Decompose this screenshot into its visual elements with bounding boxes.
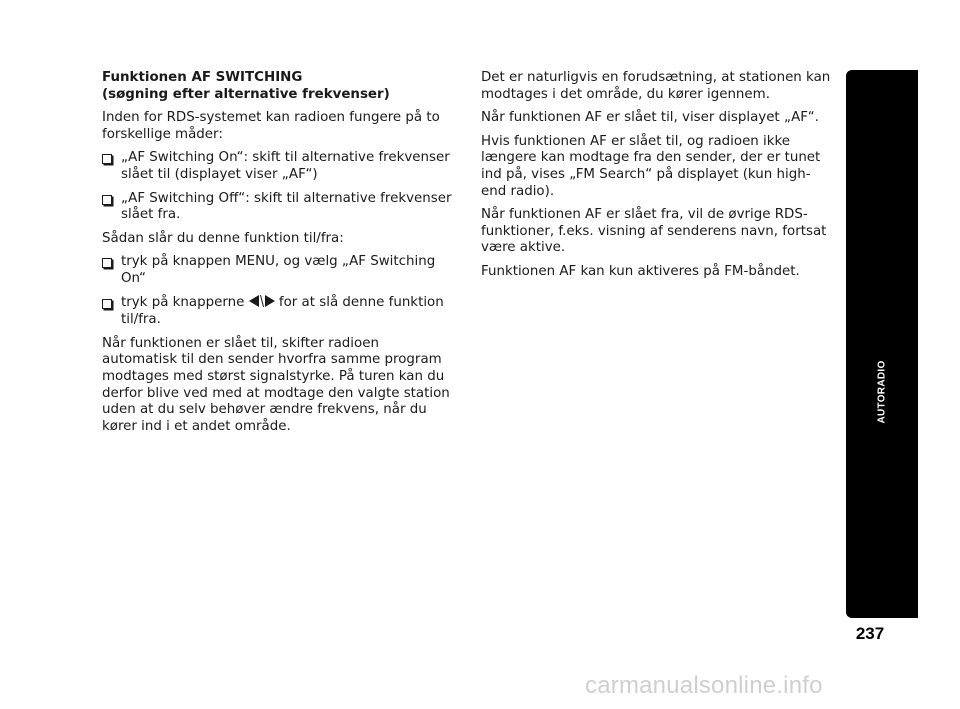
checkbox-bullet-icon <box>102 195 112 205</box>
bullet-af-on <box>102 150 454 183</box>
paragraph-4: Når funktionen AF er slået fra, vil de øvrige RDS-funktioner, f.eks. visning af senderens navn, fortsat være aktive. <box>481 207 827 256</box>
af-switching-paragraph: Når funktionen er slået til, skifter radioen automatisk til den sender hvorfra samme program modtages med størst signalstyrke. På turen kan du derfor blive ved med at modtage den valgte station uden at du selv behøver ændre frekvens, når du kører ind i et andet område. <box>102 335 450 434</box>
bullet-text: tryk på knappen MENU, og vælg „AF Switching On“ <box>121 254 436 286</box>
side-tab-label: AUTORADIO <box>876 360 888 424</box>
paragraph-5: Funktionen AF kan kun aktiveres på FM-båndet. <box>481 263 800 279</box>
bullet-text: „AF Switching On“: skift til alternative frekvenser slået til (displayet viser „AF“) <box>121 150 450 182</box>
checkbox-bullet-icon <box>102 154 112 164</box>
bullet-arrows <box>102 295 454 329</box>
paragraph-1: Det er naturligvis en forudsætning, at stationen kan modtages i det område, du kører igennem. <box>481 70 831 102</box>
bullet-text-before: tryk på knapperne <box>121 294 245 310</box>
intro-paragraph: Inden for RDS-systemet kan radioen fungere på to forskellige måder: <box>102 110 440 142</box>
heading-line-1: Funktionen AF SWITCHING <box>102 70 303 85</box>
bullet-text: „AF Switching Off“: skift til alternative frekvenser slået fra. <box>121 190 452 223</box>
heading-line-2: (søgning efter alternative frekvenser) <box>102 86 390 102</box>
left-column <box>102 70 454 442</box>
paragraph-2: Når funktionen AF er slået til, viser displayet „AF“. <box>481 110 819 126</box>
bullet-af-off <box>102 191 454 224</box>
section-side-tab <box>846 70 918 618</box>
paragraph-3: Hvis funktionen AF er slået til, og radioen ikke længere kan modtage fra den sender, der er tunet ind på, vises „FM Search“ på displayet (kun high-end radio). <box>481 133 821 199</box>
right-column <box>481 70 831 288</box>
checkbox-bullet-icon <box>102 258 112 268</box>
watermark: carmanualsonline.info <box>585 672 823 699</box>
checkbox-bullet-icon <box>102 299 112 309</box>
section-heading <box>102 70 454 103</box>
bullet-text-after: for at slå denne funktion til/fra. <box>121 294 444 328</box>
page-number: 237 <box>855 624 885 643</box>
howto-paragraph: Sådan slår du denne funktion til/fra: <box>102 230 344 246</box>
bullet-menu <box>102 254 454 287</box>
left-right-arrows-icon <box>249 295 275 313</box>
